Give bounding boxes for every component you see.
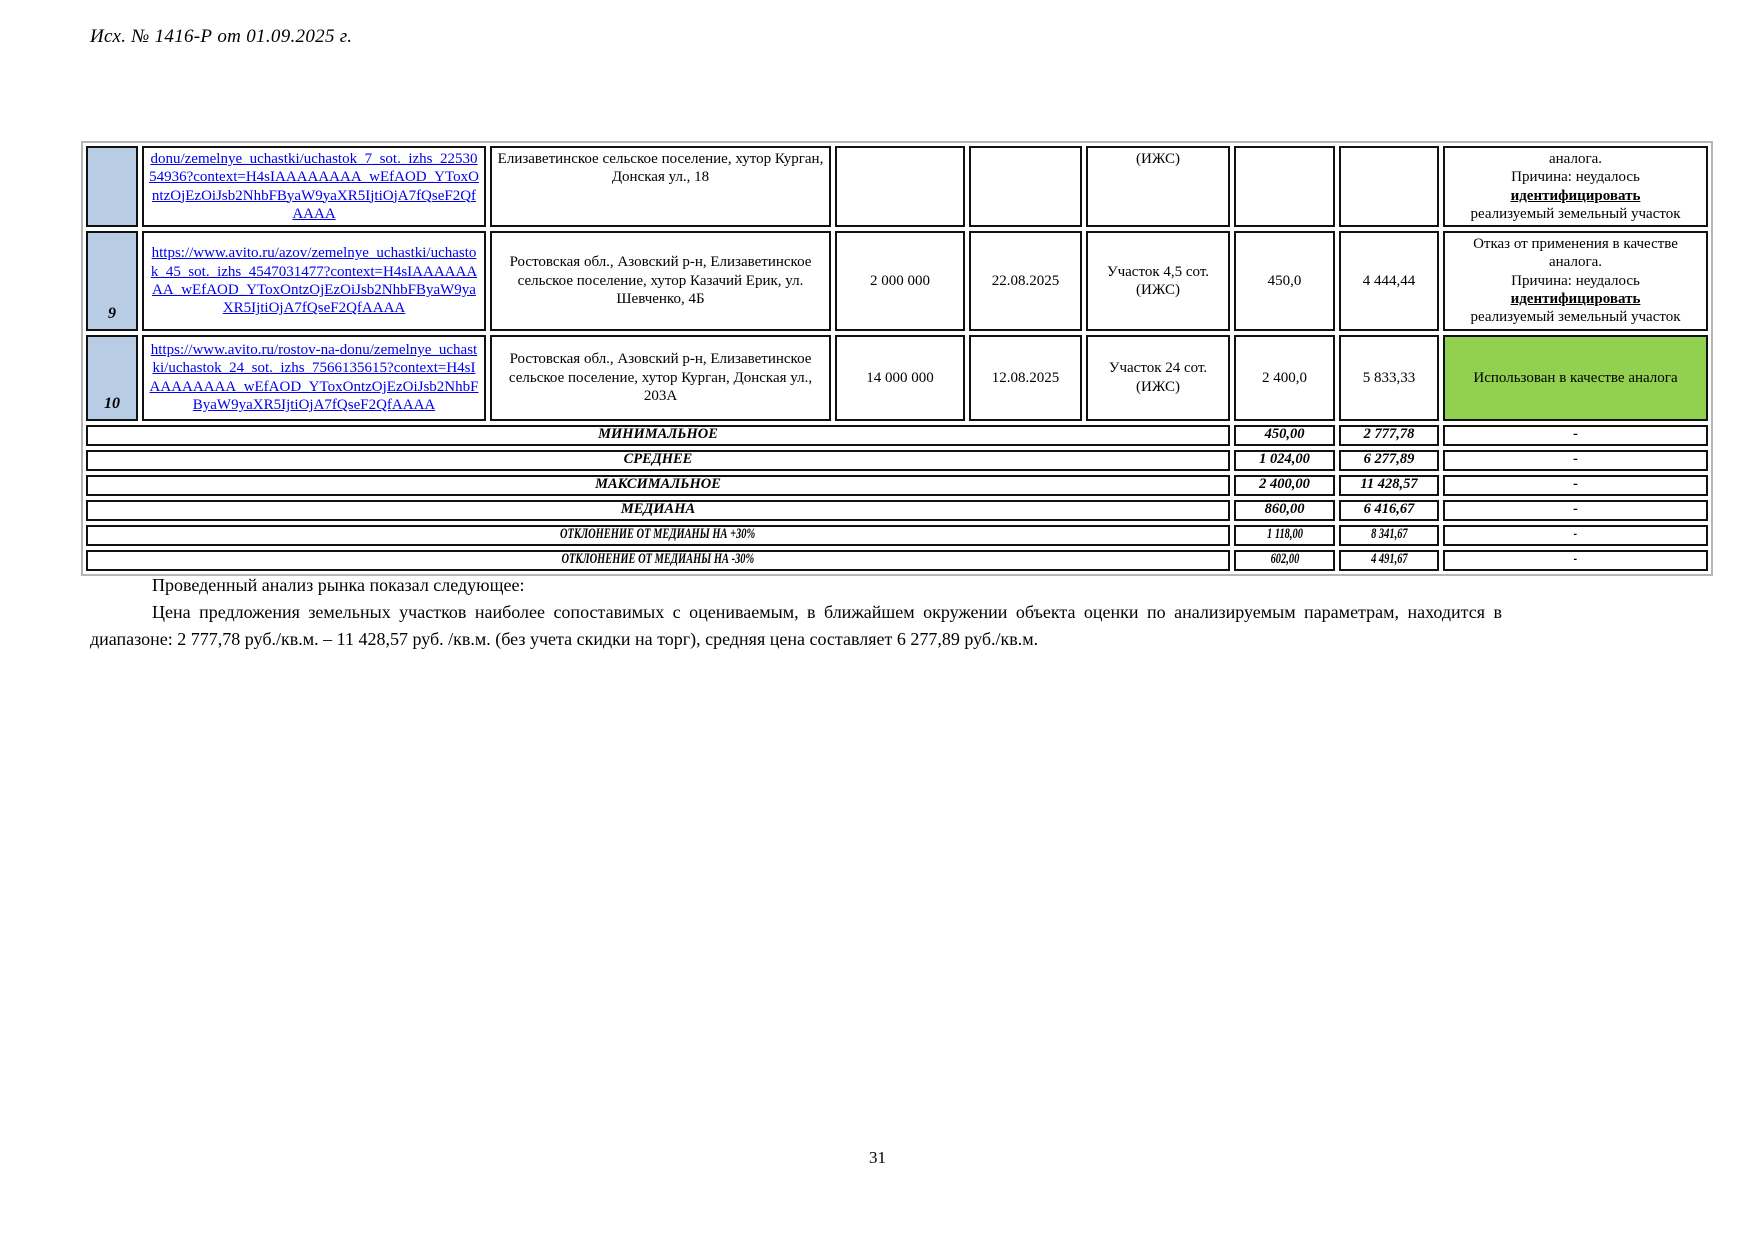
price-per-sqm-cell	[1339, 146, 1439, 227]
summary-price-per-sqm-cell	[1339, 475, 1439, 496]
summary-price-per-sqm-value: 2 777,78	[1363, 426, 1415, 443]
summary-area-value: 450,00	[1264, 426, 1305, 443]
summary-label-cell	[86, 425, 1230, 446]
summary-row	[86, 450, 1708, 471]
summary-label-cell	[86, 500, 1230, 521]
status-line: Использован в качестве аналога	[1473, 369, 1678, 386]
table-row	[86, 146, 1708, 227]
summary-price-per-sqm-cell	[1339, 500, 1439, 521]
summary-price-per-sqm-value: 8 341,67	[1370, 526, 1408, 543]
date-cell: 12.08.2025	[969, 335, 1082, 421]
summary-area-value: 860,00	[1264, 501, 1305, 518]
summary-area-value: 602,00	[1270, 551, 1299, 568]
summary-price-per-sqm-cell	[1339, 525, 1439, 546]
summary-price-per-sqm-value: 6 416,67	[1363, 501, 1415, 518]
address-cell: Ростовская обл., Азовский р-н, Елизаветинское сельское поселение, хутор Казачий Ерик, ул. Шевченко, 4Б	[490, 231, 831, 330]
summary-price-per-sqm-cell	[1339, 425, 1439, 446]
analysis-body: Цена предложения земельных участков наиболее сопоставимых с оцениваемым, в ближайшем окружении объекта оценки по анализируемым параметрам, находится в диапазоне: 2 777,78 руб./кв.м. – 11 428,57 руб. /кв.м. (без учета скидки на торг), средняя цена составляет 6 277,89 руб./кв.м.	[90, 602, 1502, 649]
summary-area-value: 1 024,00	[1259, 451, 1310, 468]
summary-note-cell	[1443, 525, 1708, 546]
listing-link[interactable]: https://www.avito.ru/azov/zemelnye_uchastki/uchastok_45_sot._izhs_4547031477?context=H4sIAAAAAAAA_wEfAOD_YToxOntzOjEzOiJsb2NhbFByaW9yaXR5IjtiOjA7fQseF2QfAAAA	[150, 245, 478, 317]
summary-label: СРЕДНЕЕ	[623, 451, 693, 468]
summary-note-value: -	[1573, 451, 1578, 468]
address-cell: Ростовская обл., Азовский р-н, Елизаветинское сельское поселение, хутор Курган, Донская ул., 203А	[490, 335, 831, 421]
summary-area-cell	[1234, 425, 1335, 446]
market-analogs-table	[81, 141, 1713, 576]
status-line: идентифицировать	[1510, 291, 1641, 308]
summary-note-value: -	[1573, 551, 1578, 568]
status-line: Причина: неудалось	[1511, 272, 1640, 289]
summary-row	[86, 550, 1708, 571]
summary-area-cell	[1234, 500, 1335, 521]
status-line: Причина: неудалось	[1511, 169, 1640, 186]
status-line: Отказ от применения в качестве	[1473, 236, 1678, 253]
summary-area-cell	[1234, 475, 1335, 496]
summary-area-cell	[1234, 450, 1335, 471]
summary-area-value: 1 118,00	[1266, 526, 1303, 543]
area-cell: 450,0	[1234, 231, 1335, 330]
area-cell	[1234, 146, 1335, 227]
summary-note-value: -	[1573, 501, 1578, 518]
summary-area-value: 2 400,00	[1259, 476, 1310, 493]
listing-url-cell	[142, 335, 486, 421]
summary-note-cell	[1443, 425, 1708, 446]
row-number-cell: 10	[86, 335, 138, 421]
description-cell: (ИЖС)	[1086, 146, 1230, 227]
summary-note-value: -	[1573, 476, 1578, 493]
summary-label: ОТКЛОНЕНИЕ ОТ МЕДИАНЫ НА -30%	[561, 551, 755, 568]
row-number-cell	[86, 146, 138, 227]
summary-note-value: -	[1573, 526, 1578, 543]
price-per-sqm-cell: 5 833,33	[1339, 335, 1439, 421]
status-line: реализуемый земельный участок	[1470, 205, 1681, 222]
page-number: 31	[869, 1148, 886, 1167]
analysis-intro: Проведенный анализ рынка показал следующее:	[152, 575, 525, 595]
summary-row	[86, 475, 1708, 496]
document-reference: Исх. № 1416-Р от 01.09.2025 г.	[90, 26, 353, 47]
summary-row	[86, 525, 1708, 546]
summary-note-cell	[1443, 550, 1708, 571]
date-cell	[969, 146, 1082, 227]
summary-row	[86, 425, 1708, 446]
summary-price-per-sqm-value: 6 277,89	[1363, 451, 1415, 468]
summary-note-cell	[1443, 500, 1708, 521]
status-line: реализуемый земельный участок	[1470, 309, 1681, 326]
status-cell	[1443, 146, 1708, 227]
status-line: идентифицировать	[1510, 187, 1641, 204]
summary-label-cell	[86, 450, 1230, 471]
summary-label: ОТКЛОНЕНИЕ ОТ МЕДИАНЫ НА +30%	[560, 526, 756, 543]
price-cell	[835, 146, 965, 227]
summary-note-cell	[1443, 450, 1708, 471]
row-number-cell: 9	[86, 231, 138, 330]
description-cell: Участок 24 сот. (ИЖС)	[1086, 335, 1230, 421]
price-cell: 2 000 000	[835, 231, 965, 330]
status-cell	[1443, 231, 1708, 330]
summary-label: МАКСИМАЛЬНОЕ	[595, 476, 721, 493]
status-line: аналога.	[1548, 151, 1603, 167]
address-cell: Елизаветинское сельское поселение, хутор Курган, Донская ул., 18	[490, 146, 831, 227]
status-cell	[1443, 335, 1708, 421]
summary-note-value: -	[1573, 426, 1578, 443]
listing-url-cell	[142, 146, 486, 227]
summary-label-cell	[86, 475, 1230, 496]
summary-row	[86, 500, 1708, 521]
summary-label: МЕДИАНА	[620, 501, 696, 518]
date-cell: 22.08.2025	[969, 231, 1082, 330]
listing-url-cell	[142, 231, 486, 330]
listing-link[interactable]: https://www.avito.ru/rostov-na-donu/zemelnye_uchastki/uchastok_24_sot._izhs_7566135615?context=H4sIAAAAAAAA_wEfAOD_YToxOntzOjEzOiJsb2NhbFByaW9yaXR5IjtiOjA7fQseF2QfAAAA	[149, 342, 479, 413]
listing-link[interactable]: donu/zemelnye_uchastki/uchastok_7_sot._izhs_2253054936?context=H4sIAAAAAAAA_wEfAOD_YToxOntzOjEzOiJsb2NhbFByaW9yaXR5IjtiOjA7fQseF2QfAAAA	[149, 151, 479, 222]
summary-label-cell	[86, 550, 1230, 571]
price-cell: 14 000 000	[835, 335, 965, 421]
table-row	[86, 335, 1708, 421]
table-row	[86, 231, 1708, 330]
summary-price-per-sqm-value: 11 428,57	[1360, 476, 1418, 493]
area-cell: 2 400,0	[1234, 335, 1335, 421]
summary-price-per-sqm-cell	[1339, 550, 1439, 571]
status-line: аналога.	[1548, 254, 1603, 271]
summary-area-cell	[1234, 525, 1335, 546]
summary-label: МИНИМАЛЬНОЕ	[598, 426, 718, 443]
summary-price-per-sqm-cell	[1339, 450, 1439, 471]
summary-label-cell	[86, 525, 1230, 546]
summary-note-cell	[1443, 475, 1708, 496]
summary-price-per-sqm-value: 4 491,67	[1370, 551, 1408, 568]
summary-area-cell	[1234, 550, 1335, 571]
analysis-text-block	[90, 572, 1502, 653]
description-cell: Участок 4,5 сот. (ИЖС)	[1086, 231, 1230, 330]
price-per-sqm-cell: 4 444,44	[1339, 231, 1439, 330]
